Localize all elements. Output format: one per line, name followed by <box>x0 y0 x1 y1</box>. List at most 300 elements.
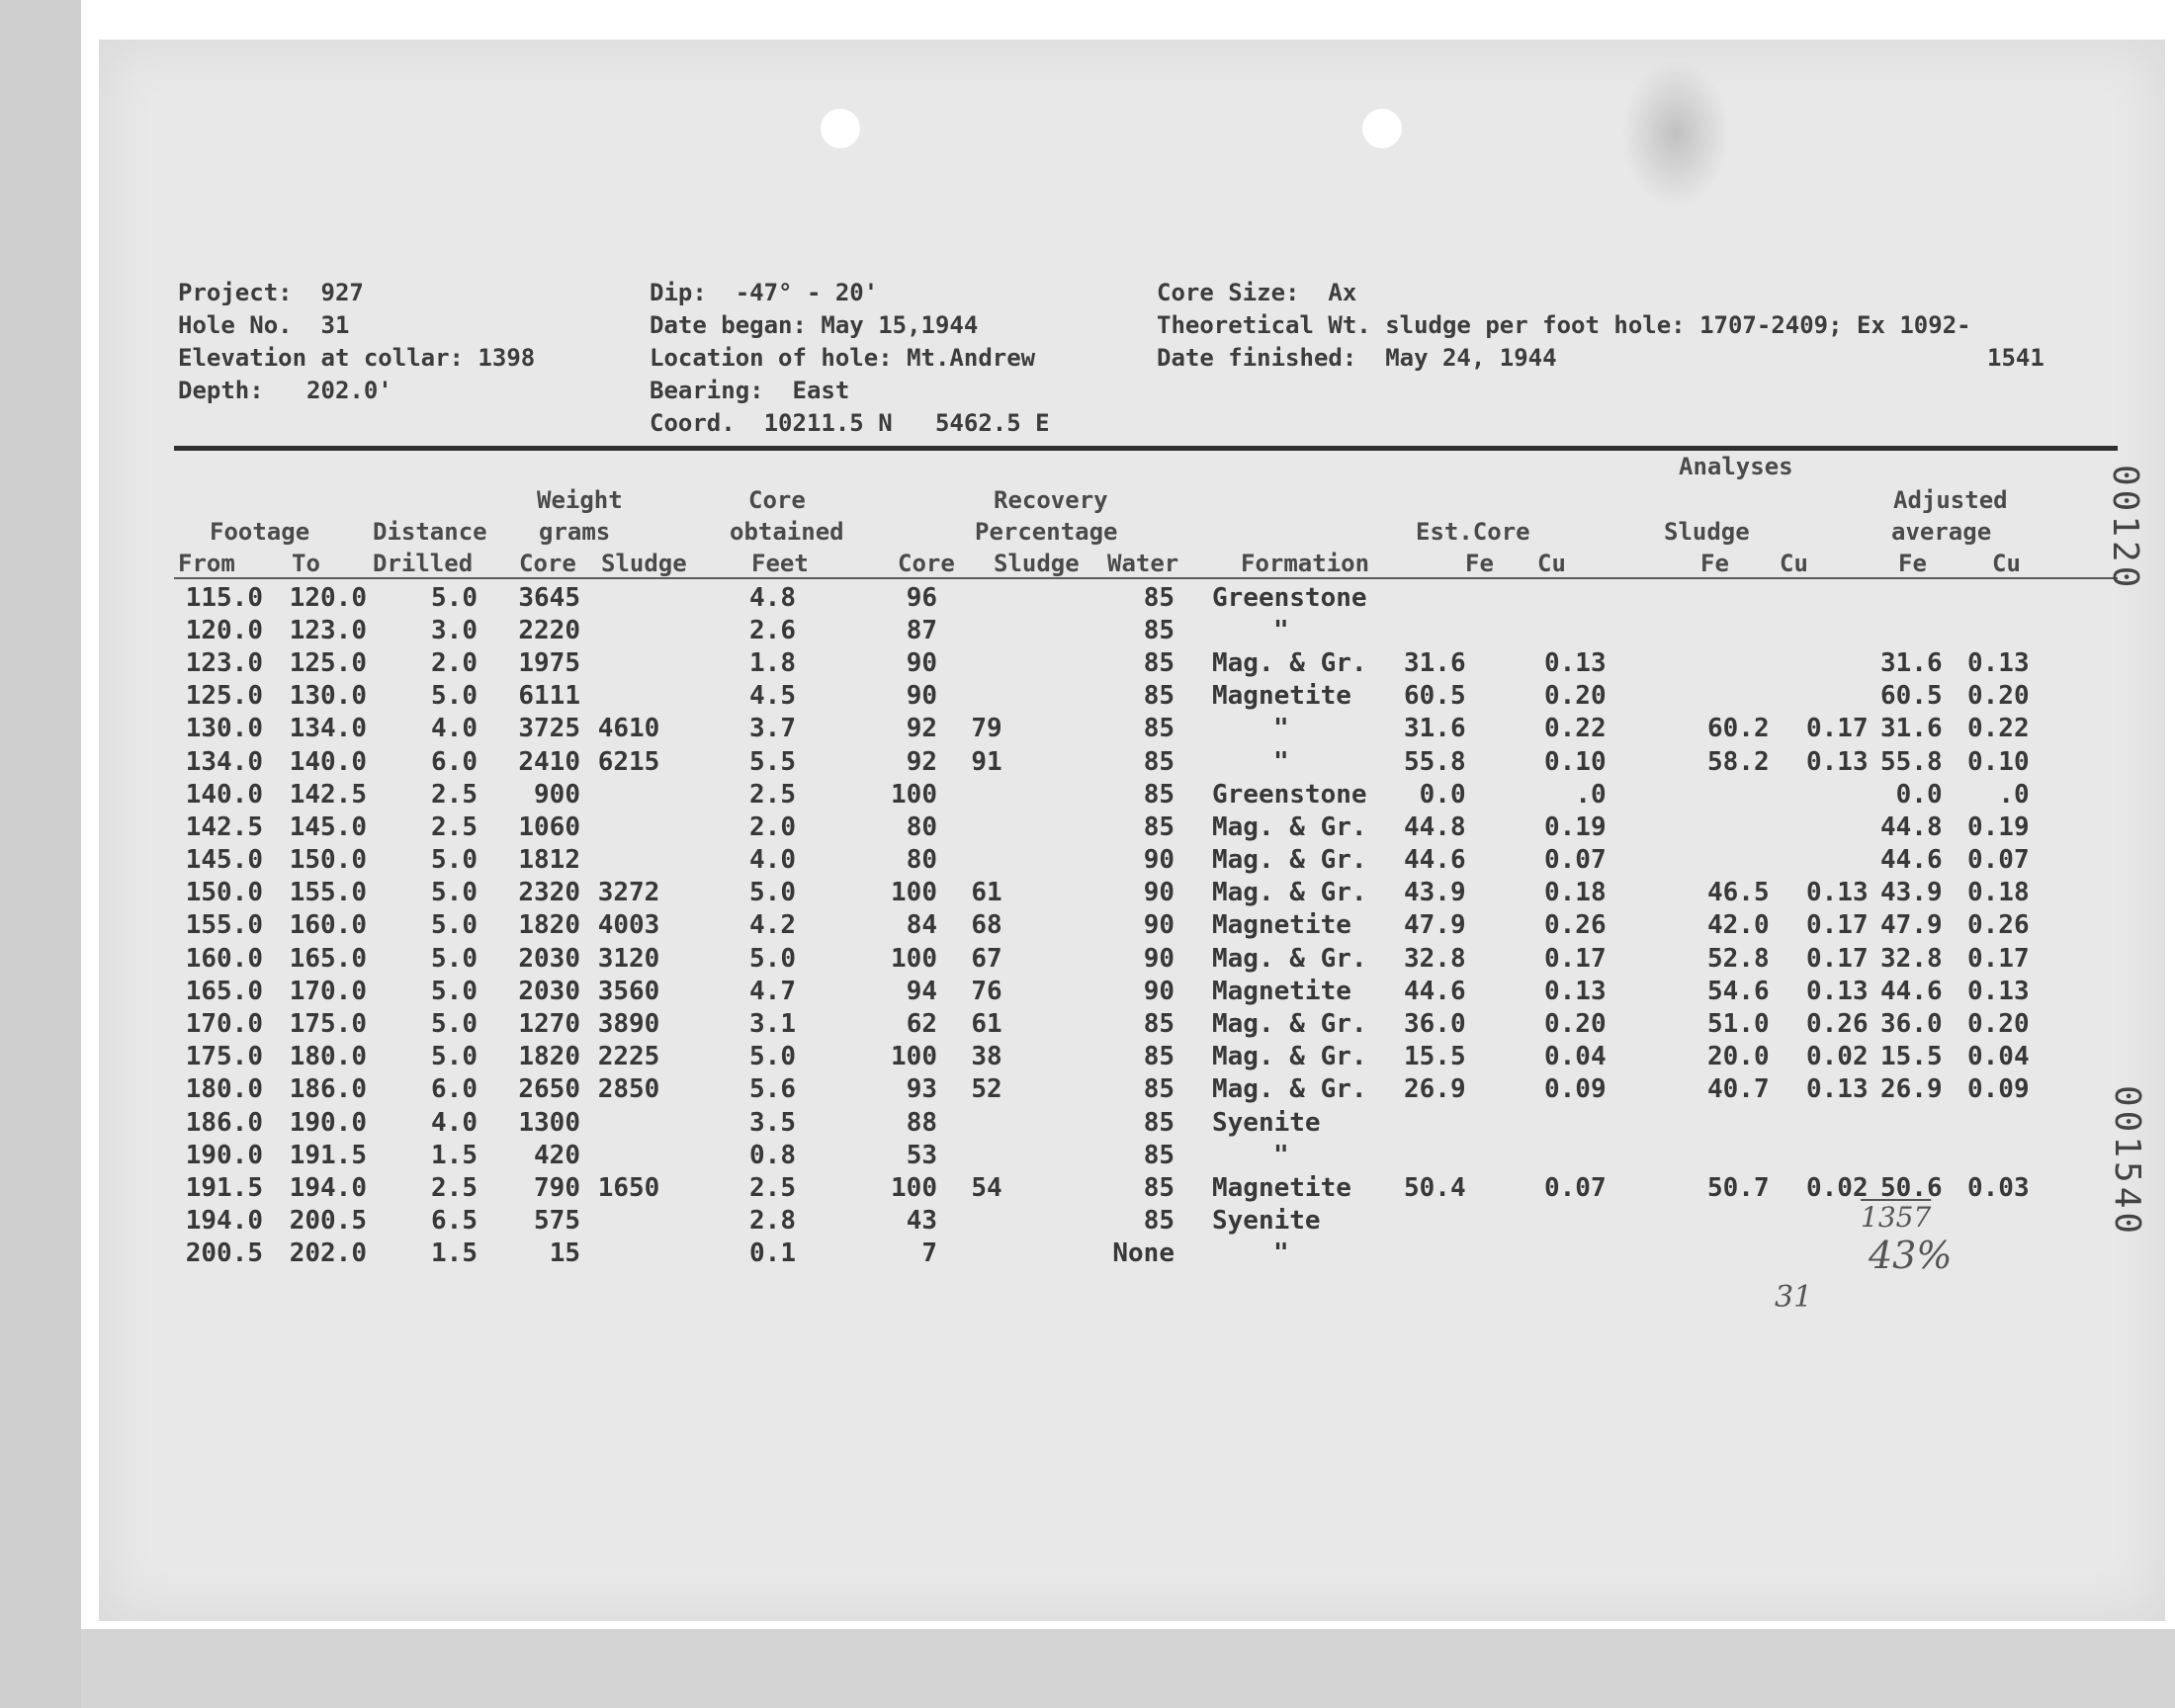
drill-log-table <box>174 581 2030 1270</box>
cell-est-core-cu <box>1466 1106 1607 1139</box>
cell-adjusted-cu: 0.10 <box>1967 746 2030 777</box>
cell-formation: Mag. & Gr. <box>1212 1074 1367 1105</box>
cell-recovery-sludge: 67 <box>971 943 1002 974</box>
cell-adjusted-fe: 15.5 <box>1880 1042 1943 1072</box>
cell-water: 90 <box>1143 943 1174 974</box>
cell-weight-sludge: 3560 <box>597 976 660 1006</box>
table-row <box>174 581 2030 614</box>
table-row <box>174 1007 2030 1040</box>
cell-recovery-sludge: 52 <box>971 1074 1002 1105</box>
cell-to: 140.0 <box>289 746 367 777</box>
cell-sludge-cu <box>1770 646 1869 679</box>
table-row <box>174 1171 2030 1204</box>
cell-weight-sludge <box>580 646 677 679</box>
cell-est-core-fe: 31.6 <box>1404 647 1466 678</box>
handwritten-percent: 43% <box>1869 1234 1953 1277</box>
cell-sludge-fe: 51.0 <box>1707 1009 1770 1040</box>
heading-drilled: Drilled <box>373 550 474 577</box>
cell-est-core-cu: 0.13 <box>1544 647 1607 678</box>
cell-distance-drilled: 3.0 <box>431 615 478 645</box>
cell-sludge-fe <box>1607 811 1770 843</box>
cell-water: 90 <box>1143 910 1174 941</box>
heading-from: From <box>178 550 235 577</box>
cell-weight-core: 15 <box>549 1238 580 1269</box>
cell-water: 85 <box>1143 714 1174 744</box>
date-began-line: Date began: May 15,1944 <box>650 311 979 339</box>
cell-to: 165.0 <box>289 943 367 974</box>
handwritten-hole: 31 <box>1775 1280 1813 1315</box>
heading-underline <box>174 577 2118 579</box>
heading-weight: Weight <box>537 486 623 514</box>
cell-water: 85 <box>1143 1042 1174 1072</box>
cell-est-core-cu: 0.22 <box>1544 714 1607 744</box>
cell-sludge-cu <box>1770 1205 1869 1238</box>
cell-recovery-sludge <box>937 581 1036 614</box>
cell-to: 200.5 <box>289 1206 367 1237</box>
cell-est-core-cu: 0.07 <box>1544 1172 1607 1203</box>
cell-from: 140.0 <box>185 779 263 810</box>
cell-weight-sludge <box>580 680 677 713</box>
cell-recovery-core: 84 <box>906 910 937 941</box>
scanner-margin <box>0 0 81 1708</box>
heading-water: Water <box>1107 550 1179 577</box>
location-line: Location of hole: Mt.Andrew <box>650 344 1036 372</box>
cell-core-obtained-feet: 5.6 <box>749 1074 796 1105</box>
table-row <box>174 1238 2030 1270</box>
cell-sludge-fe <box>1607 646 1770 679</box>
cell-recovery-sludge: 79 <box>971 714 1002 744</box>
table-row <box>174 1106 2030 1139</box>
cell-to: 150.0 <box>289 845 367 876</box>
ink-smudge <box>1621 59 1730 208</box>
cell-from: 191.5 <box>185 1172 263 1203</box>
heading-grams: grams <box>539 518 611 546</box>
cell-distance-drilled: 5.0 <box>431 845 478 876</box>
cell-est-core-fe: 50.4 <box>1404 1172 1466 1203</box>
cell-water: None <box>1112 1238 1174 1269</box>
cell-est-core-fe: 44.6 <box>1404 845 1466 876</box>
theoretical-weight-continued: 1541 <box>1987 344 2044 372</box>
cell-sludge-cu: 0.13 <box>1806 1074 1869 1105</box>
cell-weight-core: 2650 <box>518 1074 580 1105</box>
cell-to: 145.0 <box>289 811 367 842</box>
cell-est-core-fe: 0.0 <box>1419 779 1466 810</box>
heading-distance: Distance <box>373 518 487 546</box>
cell-adjusted-fe: 43.9 <box>1880 878 1943 908</box>
cell-from: 170.0 <box>185 1009 263 1040</box>
cell-sludge-cu: 0.26 <box>1806 1009 1869 1040</box>
cell-distance-drilled: 2.5 <box>431 811 478 842</box>
cell-sludge-cu <box>1770 811 1869 843</box>
cell-water: 90 <box>1143 976 1174 1006</box>
cell-formation: Mag. & Gr. <box>1212 943 1367 974</box>
cell-weight-core: 1300 <box>518 1107 580 1138</box>
cell-sludge-fe <box>1607 778 1770 811</box>
cell-est-core-cu: 0.20 <box>1544 1009 1607 1040</box>
cell-core-obtained-feet: 5.0 <box>749 943 796 974</box>
cell-adjusted-cu: 0.22 <box>1967 714 2030 744</box>
scanner-bottom-margin <box>81 1629 2175 1708</box>
handwritten-total: 1357 <box>1861 1201 1932 1234</box>
cell-recovery-core: 90 <box>906 681 937 712</box>
cell-distance-drilled: 4.0 <box>431 714 478 744</box>
cell-est-core-fe: 55.8 <box>1404 746 1466 777</box>
cell-from: 130.0 <box>185 714 263 744</box>
cell-formation: Magnetite <box>1212 976 1351 1006</box>
cell-recovery-sludge <box>937 1106 1036 1139</box>
cell-weight-core: 1820 <box>518 1042 580 1072</box>
cell-sludge-fe: 40.7 <box>1707 1074 1770 1105</box>
cell-recovery-core: 100 <box>891 1042 937 1072</box>
cell-core-obtained-feet: 5.5 <box>749 746 796 777</box>
cell-distance-drilled: 6.5 <box>431 1206 478 1237</box>
cell-adjusted-fe: 50.6 <box>1880 1172 1943 1203</box>
cell-weight-core: 1812 <box>518 845 580 876</box>
cell-formation: " <box>1273 615 1289 645</box>
heading-weight-core: Core <box>519 550 576 577</box>
cell-weight-core: 2030 <box>518 976 580 1006</box>
stamp-number-upper: 00120 <box>2105 465 2145 592</box>
core-size-line: Core Size: Ax <box>1157 279 1357 306</box>
cell-core-obtained-feet: 2.6 <box>749 615 796 645</box>
cell-core-obtained-feet: 2.0 <box>749 811 796 842</box>
cell-est-core-fe: 36.0 <box>1404 1009 1466 1040</box>
cell-weight-core: 6111 <box>518 681 580 712</box>
cell-adjusted-cu: 0.26 <box>1967 910 2030 941</box>
cell-weight-sludge <box>580 778 677 811</box>
cell-adjusted-fe: 26.9 <box>1880 1074 1943 1105</box>
cell-adjusted-fe <box>1869 614 1943 646</box>
cell-adjusted-cu: 0.17 <box>1967 943 2030 974</box>
cell-weight-core: 2220 <box>518 615 580 645</box>
cell-from: 194.0 <box>185 1206 263 1237</box>
cell-core-obtained-feet: 4.2 <box>749 910 796 941</box>
heading-adjusted-cu: Cu <box>1992 550 2021 577</box>
cell-weight-core: 1975 <box>518 647 580 678</box>
cell-adjusted-cu: 0.20 <box>1967 681 2030 712</box>
cell-est-core-fe: 43.9 <box>1404 878 1466 908</box>
cell-weight-core: 2410 <box>518 746 580 777</box>
cell-est-core-fe <box>1404 1139 1466 1171</box>
cell-recovery-core: 88 <box>906 1107 937 1138</box>
cell-core-obtained-feet: 2.5 <box>749 779 796 810</box>
cell-to: 130.0 <box>289 681 367 712</box>
cell-formation: Syenite <box>1212 1107 1321 1138</box>
cell-weight-core: 900 <box>534 779 580 810</box>
cell-water: 85 <box>1143 811 1174 842</box>
cell-core-obtained-feet: 2.8 <box>749 1206 796 1237</box>
cell-est-core-fe <box>1404 581 1466 614</box>
table-row <box>174 680 2030 713</box>
cell-sludge-fe <box>1607 1106 1770 1139</box>
cell-adjusted-fe: 32.8 <box>1880 943 1943 974</box>
cell-sludge-fe: 50.7 <box>1707 1172 1770 1203</box>
cell-sludge-cu: 0.02 <box>1806 1172 1869 1203</box>
cell-distance-drilled: 5.0 <box>431 910 478 941</box>
cell-est-core-cu <box>1466 614 1607 646</box>
cell-weight-sludge <box>580 1106 677 1139</box>
cell-recovery-core: 80 <box>906 845 937 876</box>
cell-sludge-cu <box>1770 844 1869 877</box>
heading-adjusted-fe: Fe <box>1898 550 1927 577</box>
cell-sludge-cu <box>1770 778 1869 811</box>
cell-recovery-sludge <box>937 680 1036 713</box>
cell-to: 142.5 <box>289 779 367 810</box>
cell-from: 123.0 <box>185 647 263 678</box>
cell-core-obtained-feet: 3.7 <box>749 714 796 744</box>
cell-distance-drilled: 5.0 <box>431 1009 478 1040</box>
cell-from: 190.0 <box>185 1140 263 1170</box>
table-row <box>174 1073 2030 1106</box>
heading-weight-sludge: Sludge <box>601 550 687 577</box>
cell-core-obtained-feet: 2.5 <box>749 1172 796 1203</box>
cell-from: 120.0 <box>185 615 263 645</box>
cell-recovery-sludge: 68 <box>971 910 1002 941</box>
heading-recovery-sludge: Sludge <box>994 550 1080 577</box>
cell-distance-drilled: 5.0 <box>431 878 478 908</box>
cell-water: 85 <box>1143 1172 1174 1203</box>
heading-sludge-fe: Fe <box>1700 550 1729 577</box>
heading-footage: Footage <box>210 518 310 546</box>
cell-core-obtained-feet: 5.0 <box>749 878 796 908</box>
cell-distance-drilled: 4.0 <box>431 1107 478 1138</box>
cell-adjusted-cu: 0.04 <box>1967 1042 2030 1072</box>
cell-sludge-cu: 0.13 <box>1806 976 1869 1006</box>
cell-formation: Mag. & Gr. <box>1212 845 1367 876</box>
cell-water: 90 <box>1143 845 1174 876</box>
cell-water: 90 <box>1143 878 1174 908</box>
cell-est-core-fe: 60.5 <box>1404 681 1466 712</box>
cell-distance-drilled: 6.0 <box>431 746 478 777</box>
cell-recovery-core: 90 <box>906 647 937 678</box>
cell-to: 202.0 <box>289 1238 367 1269</box>
cell-weight-sludge: 6215 <box>597 746 660 777</box>
cell-sludge-fe <box>1607 1238 1770 1270</box>
cell-distance-drilled: 5.0 <box>431 943 478 974</box>
cell-sludge-fe <box>1607 680 1770 713</box>
cell-weight-sludge: 1650 <box>597 1172 660 1203</box>
cell-est-core-fe: 31.6 <box>1404 714 1466 744</box>
cell-formation: Magnetite <box>1212 681 1351 712</box>
cell-formation: Mag. & Gr. <box>1212 1042 1367 1072</box>
cell-adjusted-fe: 0.0 <box>1895 779 1943 810</box>
cell-adjusted-fe: 55.8 <box>1880 746 1943 777</box>
cell-from: 142.5 <box>185 811 263 842</box>
cell-distance-drilled: 2.5 <box>431 779 478 810</box>
cell-recovery-core: 100 <box>891 878 937 908</box>
bearing-line: Bearing: East <box>650 377 850 404</box>
cell-adjusted-fe: 36.0 <box>1880 1009 1943 1040</box>
cell-adjusted-fe <box>1869 1106 1943 1139</box>
cell-core-obtained-feet: 5.0 <box>749 1042 796 1072</box>
heading-recovery: Recovery <box>994 486 1108 514</box>
cell-formation: Mag. & Gr. <box>1212 1009 1367 1040</box>
cell-core-obtained-feet: 1.8 <box>749 647 796 678</box>
cell-adjusted-cu: 0.07 <box>1967 845 2030 876</box>
cell-recovery-core: 43 <box>906 1206 937 1237</box>
cell-from: 165.0 <box>185 976 263 1006</box>
elevation-line: Elevation at collar: 1398 <box>178 344 536 372</box>
heading-est-cu: Cu <box>1537 550 1566 577</box>
table-row <box>174 745 2030 778</box>
cell-recovery-sludge <box>937 646 1036 679</box>
cell-sludge-cu <box>1770 1139 1869 1171</box>
cell-adjusted-fe: 44.6 <box>1880 976 1943 1006</box>
cell-formation: Mag. & Gr. <box>1212 878 1367 908</box>
cell-weight-core: 1270 <box>518 1009 580 1040</box>
table-row <box>174 713 2030 745</box>
cell-distance-drilled: 1.5 <box>431 1238 478 1269</box>
cell-est-core-fe <box>1404 1238 1466 1270</box>
cell-est-core-cu <box>1466 1238 1607 1270</box>
cell-from: 175.0 <box>185 1042 263 1072</box>
cell-est-core-fe: 44.6 <box>1404 976 1466 1006</box>
depth-line: Depth: 202.0' <box>178 377 392 404</box>
cell-formation: Magnetite <box>1212 1172 1351 1203</box>
cell-core-obtained-feet: 0.8 <box>749 1140 796 1170</box>
cell-water: 85 <box>1143 681 1174 712</box>
cell-sludge-cu: 0.02 <box>1806 1042 1869 1072</box>
cell-est-core-fe <box>1404 1106 1466 1139</box>
cell-sludge-fe: 52.8 <box>1707 943 1770 974</box>
cell-weight-sludge <box>580 614 677 646</box>
cell-est-core-fe: 47.9 <box>1404 910 1466 941</box>
cell-distance-drilled: 5.0 <box>431 976 478 1006</box>
cell-est-core-fe: 15.5 <box>1404 1042 1466 1072</box>
cell-to: 175.0 <box>289 1009 367 1040</box>
cell-recovery-core: 93 <box>906 1074 937 1105</box>
cell-recovery-core: 94 <box>906 976 937 1006</box>
table-row <box>174 811 2030 843</box>
cell-core-obtained-feet: 4.0 <box>749 845 796 876</box>
heading-core-obtained-2: obtained <box>730 518 844 546</box>
cell-water: 85 <box>1143 779 1174 810</box>
cell-weight-sludge <box>580 811 677 843</box>
cell-sludge-cu: 0.17 <box>1806 714 1869 744</box>
cell-recovery-core: 100 <box>891 943 937 974</box>
table-row <box>174 1205 2030 1238</box>
cell-est-core-cu: 0.26 <box>1544 910 1607 941</box>
cell-formation: " <box>1273 1140 1289 1170</box>
cell-est-core-cu: .0 <box>1575 779 1607 810</box>
cell-adjusted-fe <box>1869 581 1943 614</box>
heading-to: To <box>292 550 320 577</box>
table-row <box>174 975 2030 1007</box>
cell-to: 123.0 <box>289 615 367 645</box>
cell-water: 85 <box>1143 1206 1174 1237</box>
heading-adjusted: Adjusted <box>1893 486 2008 514</box>
stamp-number-lower: 001540 <box>2107 1085 2147 1238</box>
cell-to: 134.0 <box>289 714 367 744</box>
cell-sludge-fe <box>1607 844 1770 877</box>
cell-recovery-sludge <box>937 844 1036 877</box>
cell-weight-sludge: 2225 <box>597 1042 660 1072</box>
cell-est-core-fe: 32.8 <box>1404 943 1466 974</box>
cell-est-core-cu: 0.17 <box>1544 943 1607 974</box>
cell-recovery-sludge: 76 <box>971 976 1002 1006</box>
cell-adjusted-fe: 31.6 <box>1880 647 1943 678</box>
cell-weight-core: 2030 <box>518 943 580 974</box>
cell-to: 120.0 <box>289 582 367 613</box>
cell-sludge-fe <box>1607 581 1770 614</box>
cell-distance-drilled: 5.0 <box>431 681 478 712</box>
heading-recovery-core: Core <box>898 550 955 577</box>
cell-recovery-core: 92 <box>906 746 937 777</box>
cell-sludge-cu: 0.17 <box>1806 910 1869 941</box>
cell-to: 180.0 <box>289 1042 367 1072</box>
cell-water: 85 <box>1143 1009 1174 1040</box>
cell-formation: Greenstone <box>1212 779 1367 810</box>
cell-sludge-cu <box>1770 581 1869 614</box>
cell-sludge-fe: 46.5 <box>1707 878 1770 908</box>
cell-est-core-cu: 0.04 <box>1544 1042 1607 1072</box>
heading-analyses: Analyses <box>1679 453 1793 480</box>
cell-est-core-fe <box>1404 1205 1466 1238</box>
cell-sludge-cu: 0.13 <box>1806 746 1869 777</box>
cell-weight-core: 575 <box>534 1206 580 1237</box>
cell-weight-sludge: 2850 <box>597 1074 660 1105</box>
cell-est-core-cu: 0.19 <box>1544 811 1607 842</box>
cell-weight-core: 3645 <box>518 582 580 613</box>
cell-adjusted-cu: 0.03 <box>1967 1172 2030 1203</box>
cell-from: 115.0 <box>185 582 263 613</box>
cell-est-core-cu <box>1466 581 1607 614</box>
cell-formation: " <box>1273 714 1289 744</box>
cell-est-core-fe: 26.9 <box>1404 1074 1466 1105</box>
cell-adjusted-cu <box>1943 1205 2030 1238</box>
cell-adjusted-fe: 44.8 <box>1880 811 1943 842</box>
heading-feet: Feet <box>751 550 809 577</box>
cell-water: 85 <box>1143 615 1174 645</box>
cell-est-core-fe <box>1404 614 1466 646</box>
cell-est-core-cu: 0.20 <box>1544 681 1607 712</box>
cell-formation: Magnetite <box>1212 910 1351 941</box>
cell-recovery-core: 92 <box>906 714 937 744</box>
cell-adjusted-cu: 0.09 <box>1967 1074 2030 1105</box>
cell-recovery-core: 7 <box>921 1238 937 1269</box>
cell-water: 85 <box>1143 647 1174 678</box>
punch-hole-left <box>821 109 860 148</box>
cell-distance-drilled: 2.5 <box>431 1172 478 1203</box>
cell-est-core-cu <box>1466 1139 1607 1171</box>
cell-weight-sludge <box>580 581 677 614</box>
cell-from: 160.0 <box>185 943 263 974</box>
cell-weight-sludge: 4003 <box>597 910 660 941</box>
cell-recovery-core: 53 <box>906 1140 937 1170</box>
cell-core-obtained-feet: 4.8 <box>749 582 796 613</box>
cell-weight-sludge: 3120 <box>597 943 660 974</box>
heading-analyses-sludge: Sludge <box>1664 518 1750 546</box>
cell-to: 186.0 <box>289 1074 367 1105</box>
cell-recovery-core: 62 <box>906 1009 937 1040</box>
cell-from: 186.0 <box>185 1107 263 1138</box>
cell-est-core-cu <box>1466 1205 1607 1238</box>
cell-est-core-cu: 0.13 <box>1544 976 1607 1006</box>
cell-recovery-core: 96 <box>906 582 937 613</box>
cell-distance-drilled: 2.0 <box>431 647 478 678</box>
cell-est-core-cu: 0.07 <box>1544 845 1607 876</box>
dip-line: Dip: -47° - 20' <box>650 279 879 306</box>
cell-recovery-core: 100 <box>891 779 937 810</box>
punch-hole-right <box>1362 109 1402 148</box>
cell-from: 150.0 <box>185 878 263 908</box>
table-row <box>174 646 2030 679</box>
cell-sludge-cu: 0.17 <box>1806 943 1869 974</box>
cell-core-obtained-feet: 3.1 <box>749 1009 796 1040</box>
cell-sludge-cu <box>1770 614 1869 646</box>
cell-adjusted-fe: 31.6 <box>1880 714 1943 744</box>
cell-to: 191.5 <box>289 1140 367 1170</box>
